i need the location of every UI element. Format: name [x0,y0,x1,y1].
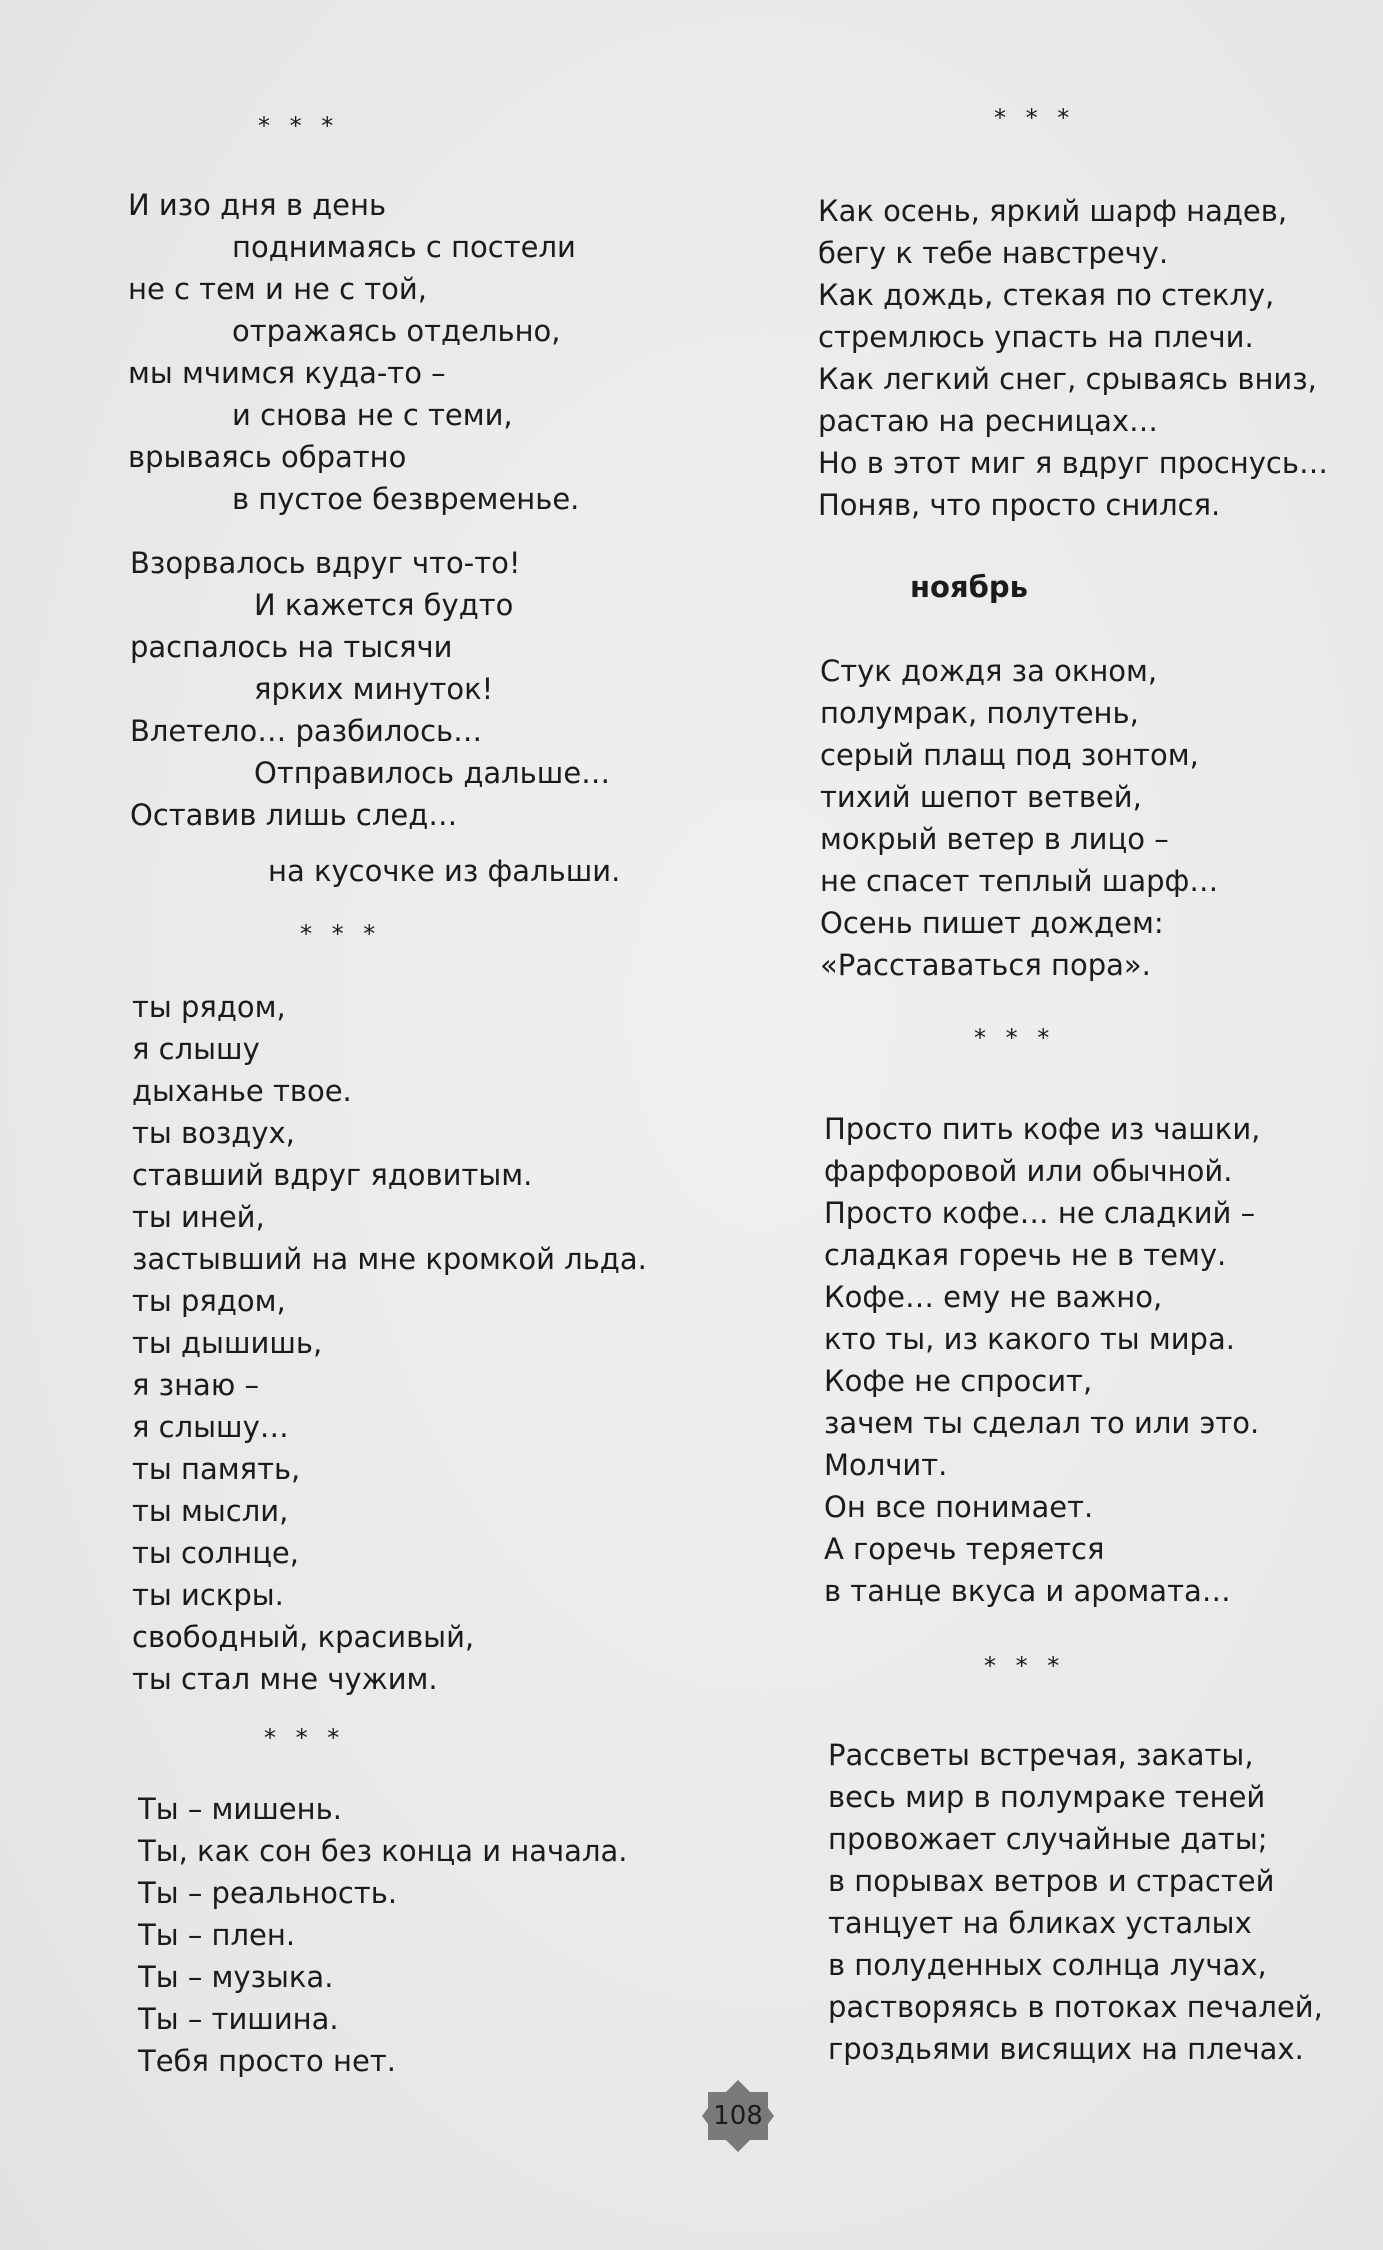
poem-line: И изо дня в день [128,188,387,222]
poem-line: Просто пить кофе из чашки, [824,1112,1261,1146]
poem-line: я слышу [132,1032,260,1066]
poem-line: свободный, красивый, [132,1620,475,1654]
section-separator: * * * [300,920,382,948]
poem-line: Ты – мишень. [138,1792,342,1826]
poem-line: ты стал мне чужим. [132,1662,438,1696]
poem-line: серый плащ под зонтом, [820,738,1199,772]
poem-line: дыханье твое. [132,1074,352,1108]
poem-line: И кажется будто [254,588,514,622]
poem-line: гроздьями висящих на плечах. [828,2032,1304,2066]
poem-line: распалось на тысячи [130,630,453,664]
poem-line: отражаясь отдельно, [232,314,561,348]
poem-line: Как легкий снег, срываясь вниз, [818,362,1317,396]
poem-line: Рассветы встречая, закаты, [828,1738,1254,1772]
section-separator: * * * [974,1024,1056,1052]
poem-line: ты память, [132,1452,301,1486]
poem-line: «Расставаться пора». [820,948,1151,982]
poem-line: растаю на ресницах… [818,404,1159,438]
poem-line: Поняв, что просто снился. [818,488,1221,522]
poem-line: ярких минуток! [254,672,494,706]
poem-line: ты солнце, [132,1536,299,1570]
poem-line: бегу к тебе навстречу. [818,236,1169,270]
poem-line: поднимаясь с постели [232,230,576,264]
poem-line: сладкая горечь не в тему. [824,1238,1227,1272]
poem-line: кто ты, из какого ты мира. [824,1322,1235,1356]
poem-line: Как дождь, стекая по стеклу, [818,278,1275,312]
poem-line: Влетело… разбилось… [130,714,483,748]
poem-line: в полуденных солнца лучах, [828,1948,1267,1982]
section-separator: * * * [258,112,340,140]
poem-line: Ты – музыка. [138,1960,334,1994]
poem-line: Ты, как сон без конца и начала. [138,1834,628,1868]
poem-line: зачем ты сделал то или это. [824,1406,1260,1440]
poem-line: ставший вдруг ядовитым. [132,1158,533,1192]
poem-line: растворяясь в потоках печалей, [828,1990,1323,2024]
poem-line: врываясь обратно [128,440,407,474]
poem-line: Как осень, яркий шарф надев, [818,194,1288,228]
section-separator: * * * [994,104,1076,132]
poem-line: Но в этот миг я вдруг проснусь… [818,446,1328,480]
poem-line: на кусочке из фальши. [268,854,621,888]
poem-line: Он все понимает. [824,1490,1094,1524]
poem-line: фарфоровой или обычной. [824,1154,1233,1188]
poem-line: застывший на мне кромкой льда. [132,1242,647,1276]
poem-line: Ты – реальность. [138,1876,398,1910]
poem-line: Просто кофе… не сладкий – [824,1196,1256,1230]
poem-line: танцует на бликах усталых [828,1906,1252,1940]
poem-line: Кофе… ему не важно, [824,1280,1163,1314]
page-number-badge [700,2078,776,2154]
poem-line: А горечь теряется [824,1532,1105,1566]
poem-line: ты искры. [132,1578,284,1612]
poem-line: ты мысли, [132,1494,289,1528]
poem-line: Стук дождя за окном, [820,654,1158,688]
poem-line: стремлюсь упасть на плечи. [818,320,1254,354]
poem-heading: ноябрь [910,570,1028,604]
poem-line: мокрый ветер в лицо – [820,822,1169,856]
poem-line: Взорвалось вдруг что-то! [130,546,521,580]
poem-line: Кофе не спросит, [824,1364,1093,1398]
poem-line: ты иней, [132,1200,265,1234]
poem-line: в порывах ветров и страстей [828,1864,1275,1898]
section-separator: * * * [264,1724,346,1752]
page-number: 108 [713,2101,763,2131]
poem-line: Молчит. [824,1448,948,1482]
poem-line: Осень пишет дождем: [820,906,1164,940]
poem-line: я слышу… [132,1410,289,1444]
poem-line: Оставив лишь след… [130,798,458,832]
poem-line: ты рядом, [132,1284,286,1318]
poem-line: провожает случайные даты; [828,1822,1268,1856]
poem-line: и снова не с теми, [232,398,513,432]
poem-line: полумрак, полутень, [820,696,1139,730]
poem-line: не спасет теплый шарф… [820,864,1219,898]
poem-line: не с тем и не с той, [128,272,427,306]
poem-line: Ты – плен. [138,1918,296,1952]
poem-line: Отправилось дальше… [254,756,611,790]
section-separator: * * * [984,1652,1066,1680]
poem-line: в танце вкуса и аромата… [824,1574,1231,1608]
poem-line: мы мчимся куда-то – [128,356,446,390]
poem-line: в пустое безвременье. [232,482,580,516]
poem-line: я знаю – [132,1368,259,1402]
poem-line: ты дышишь, [132,1326,323,1360]
poem-line: Тебя просто нет. [138,2044,396,2078]
poem-line: Ты – тишина. [138,2002,339,2036]
poem-line: ты воздух, [132,1116,295,1150]
poem-line: ты рядом, [132,990,286,1024]
poem-line: тихий шепот ветвей, [820,780,1142,814]
poem-line: весь мир в полумраке теней [828,1780,1266,1814]
